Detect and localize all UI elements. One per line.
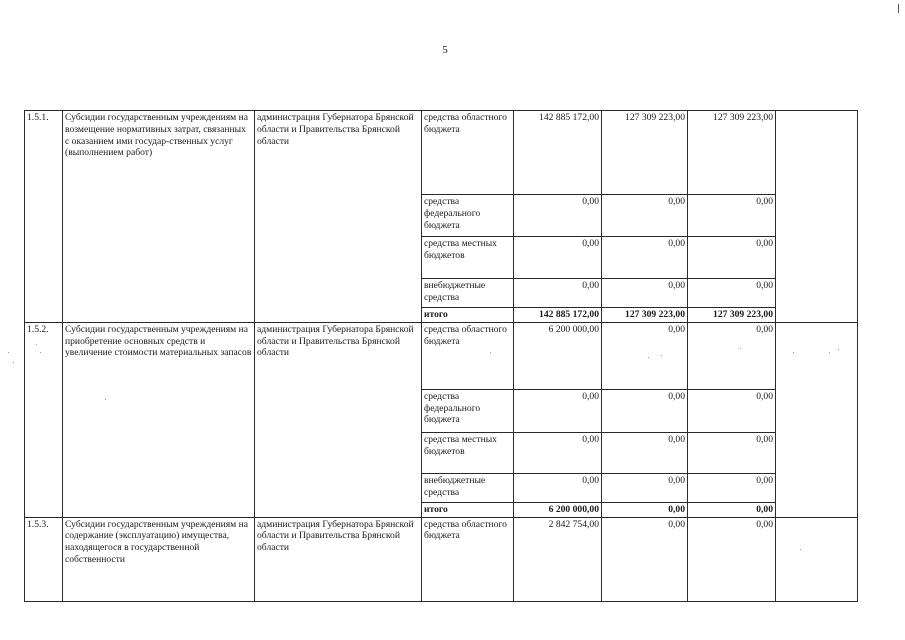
total-label: итого: [422, 502, 514, 517]
section-code: 1.5.1.: [25, 111, 63, 323]
amount-year-2: 0,00: [602, 432, 688, 473]
total-year-2: 0,00: [602, 502, 688, 517]
total-year-1: 142 885 172,00: [514, 308, 602, 323]
section-code: 1.5.2.: [25, 322, 63, 517]
amount-year-1: 142 885 172,00: [514, 111, 602, 195]
table-row: [25, 517, 858, 601]
total-year-1: 6 200 000,00: [514, 502, 602, 517]
amount-year-1: 0,00: [514, 237, 602, 279]
amount-year-1: 0,00: [514, 279, 602, 308]
amount-year-1: 2 842 754,00: [514, 517, 602, 601]
funding-source: внебюджетные средства: [422, 473, 514, 502]
scan-speck: [661, 355, 662, 356]
total-year-2: 127 309 223,00: [602, 308, 688, 323]
scan-speck: [105, 399, 106, 400]
amount-year-3: 0,00: [688, 389, 776, 432]
funding-source: средства областного бюджета: [422, 322, 514, 389]
total-label: итого: [422, 308, 514, 323]
amount-year-3: 127 309 223,00: [688, 111, 776, 195]
budget-table: [24, 110, 858, 602]
amount-year-3: 0,00: [688, 279, 776, 308]
section-code: 1.5.3.: [25, 517, 63, 601]
scan-speck: [490, 352, 491, 353]
scan-speck: [36, 344, 37, 345]
amount-year-3: 0,00: [688, 432, 776, 473]
scan-speck: [13, 362, 14, 363]
amount-year-1: 0,00: [514, 473, 602, 502]
scan-edge-mark: [898, 4, 899, 13]
amount-year-2: 0,00: [602, 279, 688, 308]
section-responsible: администрация Губернатора Брянской области и Правительства Брянской области: [255, 111, 422, 323]
funding-source: внебюджетные средства: [422, 279, 514, 308]
table-row: [25, 111, 858, 195]
amount-year-3: 0,00: [688, 517, 776, 601]
amount-year-1: 0,00: [514, 432, 602, 473]
amount-year-1: 6 200 000,00: [514, 322, 602, 389]
funding-source: средства областного бюджета: [422, 111, 514, 195]
scan-speck: [838, 349, 839, 350]
amount-year-2: 0,00: [602, 473, 688, 502]
total-year-3: 127 309 223,00: [688, 308, 776, 323]
amount-year-2: 0,00: [602, 322, 688, 389]
total-year-3: 0,00: [688, 502, 776, 517]
funding-source: средства областного бюджета: [422, 517, 514, 601]
scan-speck: [829, 352, 830, 353]
section-responsible: администрация Губернатора Брянской области и Правительства Брянской области: [255, 322, 422, 517]
scan-speck: [800, 549, 801, 550]
section-responsible: администрация Губернатора Брянской области и Правительства Брянской области: [255, 517, 422, 601]
scan-speck: [648, 357, 649, 358]
table-row: [25, 322, 858, 389]
amount-year-2: 0,00: [602, 237, 688, 279]
scan-speck: [740, 348, 741, 349]
amount-year-1: 0,00: [514, 389, 602, 432]
amount-year-2: 0,00: [602, 195, 688, 237]
amount-year-3: 0,00: [688, 322, 776, 389]
amount-year-3: 0,00: [688, 237, 776, 279]
section-title: Субсидии государственным учреждениям на приобретение основных средств и увеличение стоимости материальных запасов: [63, 322, 255, 517]
empty-column-cell: [776, 111, 858, 323]
scan-speck: [40, 352, 41, 353]
section-title: Субсидии государственным учреждениям на возмещение нормативных затрат, связанных с оказанием ими государ-ственных услуг (выполнением работ): [63, 111, 255, 323]
scan-speck: [793, 352, 794, 353]
amount-year-2: 127 309 223,00: [602, 111, 688, 195]
amount-year-2: 0,00: [602, 389, 688, 432]
section-title: Субсидии государственным учреждениям на содержание (эксплуатацию) имущества, находящегося в государственной собственности: [63, 517, 255, 601]
empty-column-cell: [776, 322, 858, 517]
funding-source: средства федерального бюджета: [422, 389, 514, 432]
amount-year-3: 0,00: [688, 195, 776, 237]
amount-year-3: 0,00: [688, 473, 776, 502]
funding-source: средства местных бюджетов: [422, 432, 514, 473]
amount-year-2: 0,00: [602, 517, 688, 601]
empty-column-cell: [776, 517, 858, 601]
funding-source: средства местных бюджетов: [422, 237, 514, 279]
funding-source: средства федерального бюджета: [422, 195, 514, 237]
amount-year-1: 0,00: [514, 195, 602, 237]
page-number: 5: [442, 44, 448, 56]
scan-speck: [8, 352, 9, 353]
